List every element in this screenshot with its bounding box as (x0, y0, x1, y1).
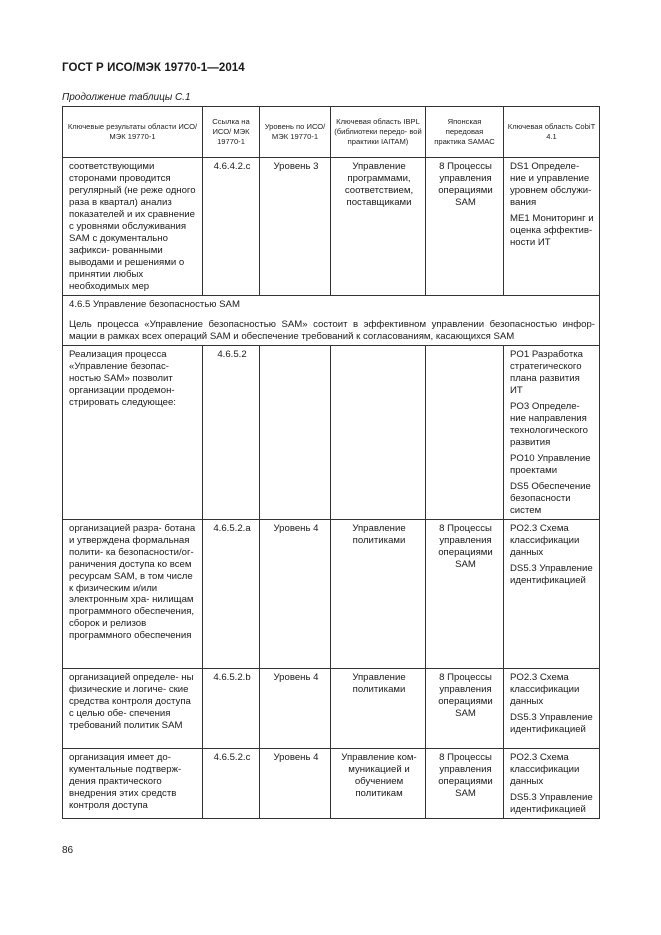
cobit-item: DS5.3 Управление идентификацией (510, 562, 593, 586)
result-cell: организацией определе- ны физические и логиче- ские средства контроля доступа с целью обе- спечения требований политик SAM (63, 668, 203, 748)
section-cell (63, 295, 600, 345)
page-header: ГОСТ Р ИСО/МЭК 19770-1—2014 (62, 62, 245, 74)
cobit-item: PO2.3 Схема классификации данных (510, 671, 580, 707)
table-row (63, 345, 600, 519)
cobit-item: PO1 Разработка стратегического плана развития ИТ (510, 348, 583, 396)
section-title: 4.6.5 Управление безопасностью SAM (69, 298, 240, 310)
column-header: Уровень по ИСО/ МЭК 19770-1 (260, 107, 331, 158)
level-cell: Уровень 4 (260, 748, 331, 818)
column-header: Ключевые результаты области ИСО/МЭК 19770-1 (63, 107, 203, 158)
samac-cell (426, 345, 504, 519)
ibpl-cell (331, 345, 426, 519)
cobit-item: PO2.3 Схема классификации данных (510, 751, 580, 787)
cobit-item: ME1 Мониторинг и оценка эффектив- ности ИТ (510, 212, 594, 248)
result-cell: Реализация процесса «Управление безопас- ностью SAM» позволит организации продемон- стрировать следующее: (63, 345, 203, 519)
column-header: Ключевая область IBPL (библиотеки передо- вой практики IAITAM) (331, 107, 426, 158)
ibpl-cell: Управление политиками (331, 519, 426, 668)
table-row (63, 158, 600, 296)
table-row (63, 519, 600, 668)
cobit-item: PO2.3 Схема классификации данных (510, 522, 580, 558)
column-header: Ключевая область CobiT 4.1 (504, 107, 600, 158)
ibpl-cell: Управление политиками (331, 668, 426, 748)
ibpl-cell: Управление программами, соответствием, поставщиками (331, 158, 426, 296)
table-caption: Продолжение таблицы С.1 (62, 92, 191, 103)
ref-cell: 4.6.4.2.c (203, 158, 260, 296)
table-header-row (63, 107, 600, 158)
level-cell: Уровень 3 (260, 158, 331, 296)
ibpl-cell: Управление ком- муникацией и обучением политикам (331, 748, 426, 818)
level-cell: Уровень 4 (260, 668, 331, 748)
ref-cell: 4.6.5.2.a (203, 519, 260, 668)
samac-cell: 8 Процессы управления операциями SAM (426, 748, 504, 818)
page-number: 86 (62, 845, 74, 856)
level-cell: Уровень 4 (260, 519, 331, 668)
cobit-cell (504, 668, 600, 748)
cobit-item: DS5 Обеспечение безопасности систем (510, 480, 591, 516)
ref-cell: 4.6.5.2.c (203, 748, 260, 818)
cobit-cell (504, 519, 600, 668)
level-cell (260, 345, 331, 519)
cobit-item: PO3 Определе- ние направления технологического развития (510, 400, 588, 448)
cobit-item: DS5.3 Управление идентификацией (510, 711, 593, 735)
cobit-item: DS1 Определе- ние и управление уровнем обслужи- вания (510, 161, 592, 208)
samac-cell: 8 Процессы управления операциями SAM (426, 158, 504, 296)
cobit-item: DS5.3 Управление идентификацией (510, 791, 593, 815)
ref-cell: 4.6.5.2 (203, 345, 260, 519)
cobit-item: PO10 Управление проектами (510, 452, 591, 476)
table-row (63, 748, 600, 818)
column-header: Ссылка на ИСО/ МЭК 19770-1 (203, 107, 260, 158)
samac-cell: 8 Процессы управления операциями SAM (426, 668, 504, 748)
result-cell: организацией разра- ботана и утверждена формальная полити- ка безопасности/ог- раничения доступа ко всем ресурсам SAM, в том числе к физическим и/или электронным хра- нилищам программного обеспечения, сборок и релизов программного обеспечения (63, 519, 203, 668)
table-row (63, 668, 600, 748)
column-header: Японская передовая практика SAMAC (426, 107, 504, 158)
cobit-cell (504, 748, 600, 818)
section-text: Цель процесса «Управление безопасностью SAM» состоит в эффективном управлении безопасностью инфор- мации в рамках всех операций SAM и обеспечение требований к согласованиям, касающихся SAM (69, 318, 595, 342)
cobit-cell (504, 345, 600, 519)
cobit-cell (504, 158, 600, 296)
section-row (63, 295, 600, 345)
result-cell: организация имеет до- кументальные подтверж- дения практического внедрения этих средств контроля доступа (63, 748, 203, 818)
ref-cell: 4.6.5.2.b (203, 668, 260, 748)
gost-table (62, 106, 600, 819)
result-cell: соответствующими сторонами проводится регулярный (не реже одного раза в квартал) анализ показателей и их сравнение с уровнями обслуживания SAM с документально зафикси- рованными выводами и решениями о принятии любых необходимых мер (63, 158, 203, 296)
samac-cell: 8 Процессы управления операциями SAM (426, 519, 504, 668)
